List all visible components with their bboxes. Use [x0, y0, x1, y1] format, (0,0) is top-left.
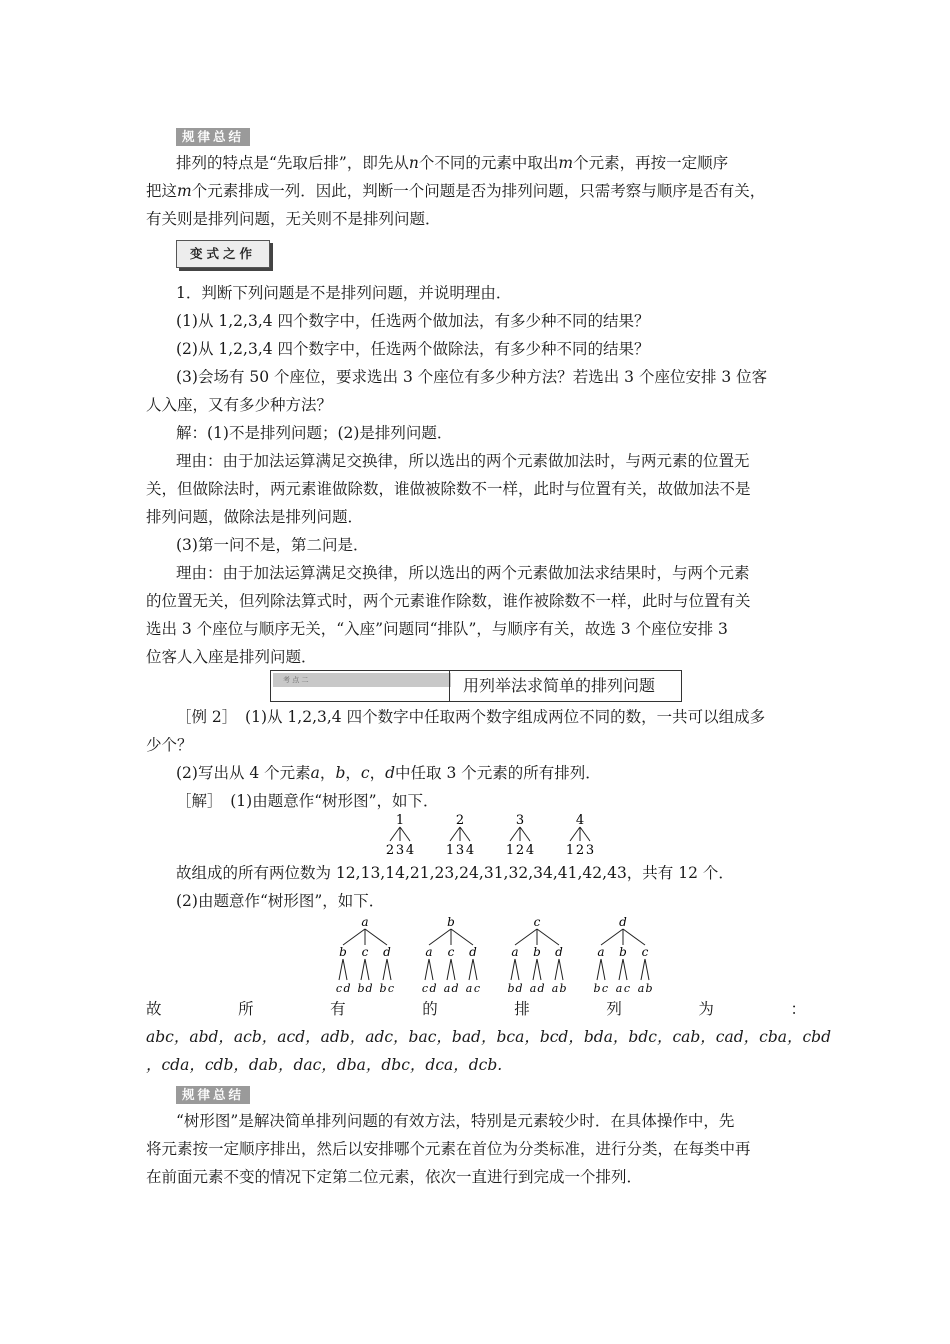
tree2-mid-ad: d [383, 945, 391, 959]
reason2-line3: 选出 3 个座位与顺序无关，“入座”问题同“排队”，与顺序有关，故选 3 个座位安排 3 [146, 620, 728, 638]
topic-header [270, 670, 682, 702]
tree1-leaf-21: 1 [445, 843, 455, 858]
tree2-branch [387, 959, 391, 980]
tree2-mid-ab: b [339, 945, 347, 959]
tree2-leaf-bca: a [443, 982, 451, 995]
tree1-branch [400, 827, 410, 841]
tree2-leaf-abc: c [335, 982, 343, 995]
tree1-leaf-34: 4 [525, 843, 535, 858]
tree2-branch [511, 959, 515, 980]
permutations-line-1: abc，abd，acb，acd，adb，adc，bac，bad，bca，bcd，bda，bdc，cab，cad，cba，cbd [146, 1028, 832, 1046]
topic-title: 用列举法求简单的排列问题 [463, 676, 656, 695]
tree2-leaf-cdb: b [559, 982, 567, 995]
example-line-2: 少个？ [146, 736, 193, 754]
exercise-q3-line1: (3)会场有 50 个座位，要求选出 3 个座位有多少种方法？若选出 3 个座位安排 3 位客 [176, 368, 768, 386]
answer3: (3)第一问不是，第二问是． [176, 536, 369, 554]
tree2-leaf-dcb: b [645, 982, 653, 995]
tree2-mid-ac: c [361, 945, 369, 959]
summary-line-1: 排列的特点是“先取后排”，即先从n个不同的元素中取出m个元素，再按一定顺序 [176, 154, 729, 172]
reason1-line1: 理由：由于加法运算满足交换律，所以选出的两个元素做加法时，与两元素的位置无 [176, 452, 750, 470]
tree2-mid-bc: c [447, 945, 455, 959]
tree2-leaf-abd: d [343, 982, 351, 995]
tree2-branch [555, 959, 559, 980]
tree1-leaf-32: 2 [515, 843, 525, 858]
tree2-branch [645, 959, 649, 980]
tree2-root-b: b [447, 915, 455, 929]
spread-char-6: 为 [698, 1000, 714, 1018]
tree1-branch [460, 827, 470, 841]
tree1-branch [570, 827, 580, 841]
tree2-leaf-cbd: d [537, 982, 545, 995]
tree1-leaf-43: 3 [585, 843, 595, 858]
exercise-q1: (1)从 1,2,3,4 四个数字中，任选两个做加法，有多少种不同的结果？ [176, 312, 650, 330]
tree2-branch [601, 929, 623, 945]
reason2-line1: 理由：由于加法运算满足交换律，所以选出的两个元素做加法求结果时，与两个元素 [176, 564, 750, 582]
variant-badge: 变式之作 [176, 240, 270, 268]
summary-line-2: 把这m个元素排成一列．因此，判断一个问题是否为排列问题，只需考察与顺序是否有关， [146, 182, 766, 200]
tree2-branch [383, 959, 387, 980]
tree2-branch [515, 959, 519, 980]
example-line-1: ［例 2］ (1)从 1,2,3,4 四个数字中任取两个数字组成两位不同的数，一共可以组成多 [176, 708, 766, 726]
tree1-root-4: 4 [575, 813, 585, 828]
tree2-branch [515, 929, 537, 945]
tree2-leaf-dba: a [615, 982, 623, 995]
tree1-leaf-41: 1 [565, 843, 575, 858]
tree2-leaf-dbc: c [623, 982, 631, 995]
tree1-branch [510, 827, 520, 841]
tree1-leaf-24: 4 [465, 843, 475, 858]
summary2-line-2: 将元素按一定顺序排出，然后以安排哪个元素在首位为分类标准，进行分类，在每类中再 [146, 1140, 751, 1158]
tree2-leaf-cba: a [529, 982, 537, 995]
topic-separator [449, 671, 450, 701]
summary-line-3: 有关则是排列问题，无关则不是排列问题． [146, 210, 441, 228]
tree1-leaf-23: 3 [455, 843, 465, 858]
tree2-branch [473, 959, 477, 980]
tree2-root-a: a [361, 915, 369, 929]
tree2-leaf-adb: b [379, 982, 387, 995]
tree2-branch [339, 959, 343, 980]
tree1-root-1: 1 [395, 813, 405, 828]
tree2-leaf-acd: d [365, 982, 373, 995]
topic-tag: 考 点 二 [273, 673, 451, 687]
tree2-branch [361, 959, 365, 980]
example-line-3: (2)写出从 4 个元素a，b，c，d中任取 3 个元素的所有排列． [176, 764, 601, 782]
tree2-branch [365, 929, 387, 945]
tree1-branch [390, 827, 400, 841]
tree2-leaf-bad: d [429, 982, 437, 995]
tree1-leaf-13: 3 [395, 843, 405, 858]
tree2-leaf-cda: a [551, 982, 559, 995]
tree2-leaf-dca: a [637, 982, 645, 995]
tree2-branch [623, 929, 645, 945]
summary2-badge: 规律总结 [176, 1086, 250, 1104]
result-2-spread-line [146, 996, 806, 1022]
tree2-leaf-bcd: d [451, 982, 459, 995]
summary2-line-1: “树形图”是解决简单排列问题的有效方法，特别是元素较少时．在具体操作中，先 [176, 1112, 735, 1130]
spread-char-1: 所 [238, 1000, 254, 1018]
tree2-root-d: d [619, 915, 627, 929]
tree2-branch [425, 959, 429, 980]
solution-2: (2)由题意作“树形图”，如下． [176, 892, 385, 910]
tree2-branch [533, 959, 537, 980]
tree2-root-c: c [533, 915, 541, 929]
tree1-branch [580, 827, 590, 841]
tree2-branch [469, 959, 473, 980]
tree2-leaf-bda: a [465, 982, 473, 995]
tree2-mid-da: a [597, 945, 605, 959]
letter-tree-diagram [320, 912, 670, 996]
spread-char-4: 排 [514, 1000, 530, 1018]
tree2-mid-dc: c [641, 945, 649, 959]
tree2-branch [343, 929, 365, 945]
tree1-leaf-31: 1 [505, 843, 515, 858]
tree2-leaf-dab: b [593, 982, 601, 995]
tree2-branch [601, 959, 605, 980]
solution-1: ［解］ (1)由题意作“树形图”，如下． [176, 792, 439, 810]
summary2-line-3: 在前面元素不变的情况下定第二位元素，依次一直进行到完成一个排列． [146, 1168, 643, 1186]
tree1-leaf-42: 2 [575, 843, 585, 858]
tree2-mid-bd: d [469, 945, 477, 959]
spread-char-3: 的 [422, 1000, 438, 1018]
exercise-answer: 解：(1)不是排列问题；(2)是排列问题． [176, 424, 453, 442]
tree2-mid-ca: a [511, 945, 519, 959]
tree2-branch [619, 959, 623, 980]
tree2-branch [537, 959, 541, 980]
summary-badge: 规律总结 [176, 128, 250, 146]
tree2-mid-db: b [619, 945, 627, 959]
tree2-branch [451, 929, 473, 945]
tree2-leaf-bdc: c [473, 982, 481, 995]
reason2-line4: 位客人入座是排列问题． [146, 648, 317, 666]
exercise-q2: (2)从 1,2,3,4 四个数字中，任选两个做除法，有多少种不同的结果？ [176, 340, 650, 358]
tree2-leaf-cab: b [507, 982, 515, 995]
tree1-branch [450, 827, 460, 841]
tree2-branch [623, 959, 627, 980]
tree2-branch [559, 959, 563, 980]
tree2-branch [597, 959, 601, 980]
exercise-question: 1．判断下列问题是不是排列问题，并说明理由． [176, 284, 512, 302]
tree2-branch [537, 929, 559, 945]
tree1-leaf-12: 2 [385, 843, 395, 858]
tree2-mid-cd: d [555, 945, 563, 959]
reason1-line2: 关，但做除法时，两元素谁做除数，谁做被除数不一样，此时与位置有关，故做加法不是 [146, 480, 751, 498]
tree2-leaf-acb: b [357, 982, 365, 995]
tree2-mid-ba: a [425, 945, 433, 959]
reason2-line2: 的位置无关，但列除法算式时，两个元素谁作除数，谁作被除数不一样，此时与位置有关 [146, 592, 751, 610]
tree2-leaf-bac: c [421, 982, 429, 995]
tree1-root-3: 3 [515, 813, 525, 828]
tree2-mid-cb: b [533, 945, 541, 959]
tree1-branch [520, 827, 530, 841]
spread-char-0: 故 [146, 1000, 162, 1018]
exercise-q3-line2: 人入座，又有多少种方法？ [146, 396, 333, 414]
permutations-line-2: ，cda，cdb，dab，dac，dba，dbc，dca，dcb. [146, 1056, 503, 1074]
tree2-branch [447, 959, 451, 980]
spread-char-7: ： [790, 1000, 806, 1018]
result-1: 故组成的所有两位数为 12,13,14,21,23,24,31,32,34,41,42,43，共有 12 个． [176, 864, 734, 882]
tree2-branch [343, 959, 347, 980]
tree2-branch [365, 959, 369, 980]
tree2-leaf-cad: d [515, 982, 523, 995]
tree2-leaf-adc: c [387, 982, 395, 995]
number-tree-diagram [370, 810, 610, 858]
tree2-branch [429, 959, 433, 980]
tree1-leaf-14: 4 [405, 843, 415, 858]
spread-char-5: 列 [606, 1000, 622, 1018]
spread-char-2: 有 [330, 1000, 346, 1018]
tree2-leaf-dac: c [601, 982, 609, 995]
tree2-branch [451, 959, 455, 980]
tree2-branch [429, 929, 451, 945]
reason1-line3: 排列问题，做除法是排列问题． [146, 508, 364, 526]
tree2-branch [641, 959, 645, 980]
tree1-root-2: 2 [455, 813, 465, 828]
